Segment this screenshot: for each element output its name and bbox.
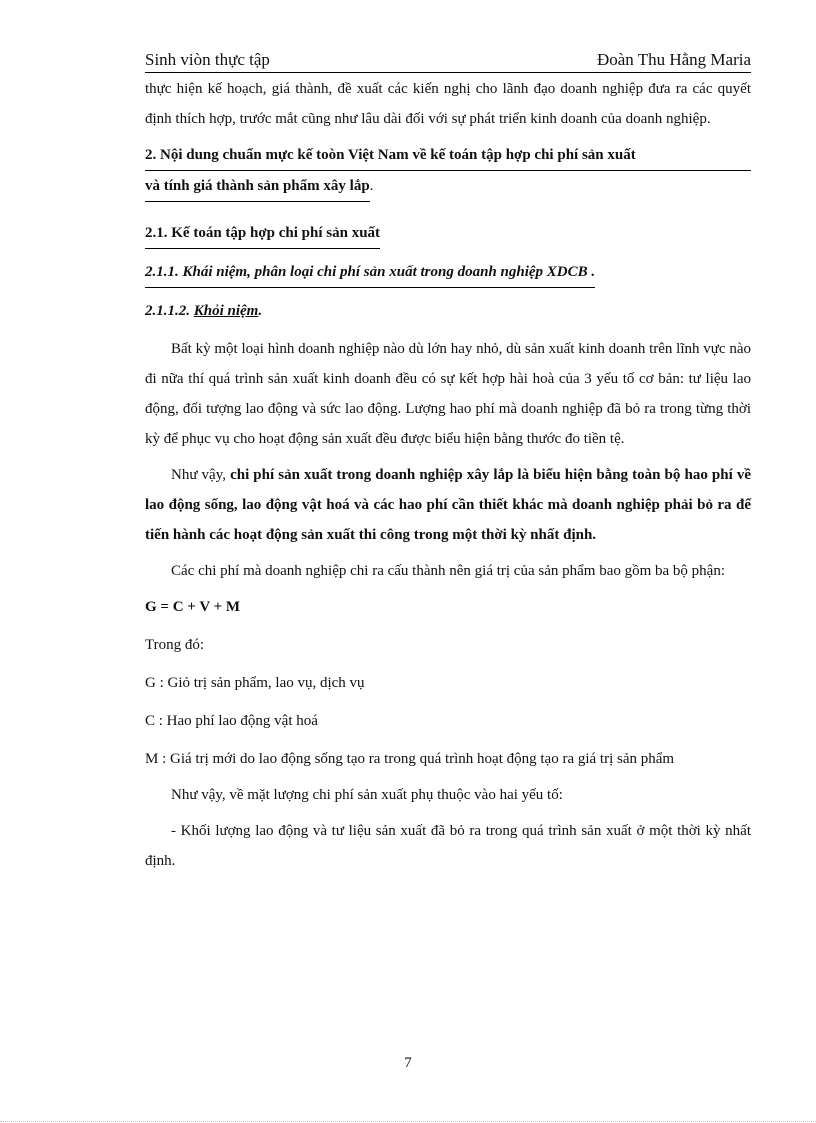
definition-g: G : Giỏ trị sản phẩm, lao vụ, dịch vụ — [145, 675, 365, 691]
section-2-heading-period: . — [369, 178, 374, 194]
paragraph-intro-continuation: thực hiện kế hoạch, giá thành, đề xuất các kiến nghị cho lãnh đạo doanh nghiệp đưa ra các quyết định thích hợp, trước mắt cũng như lâu dài đối với sự phát triển kinh doanh của doanh nghiệp. — [145, 81, 751, 127]
section-2-heading-line2: và tính giá thành sản phẩm xây lắp — [145, 171, 370, 202]
section-2-1-1-heading: 2.1.1. Khái niệm, phân loại chi phí sản xuất trong doanh nghiệp XDCB . — [145, 257, 595, 288]
section-2-1-1-2-period: . — [258, 303, 263, 319]
page-body — [145, 74, 751, 876]
trong-do-label: Trong đó: — [145, 637, 205, 653]
definition-m: M : Giá trị mới do lao động sống tạo ra trong quá trình hoạt động tạo ra giá trị sản phẩm — [145, 751, 675, 767]
header-student-label: Sinh viòn thực tập — [145, 50, 270, 69]
header-author-name: Đoàn Thu Hằng Maria — [596, 50, 751, 69]
section-2-1-heading: 2.1. Kế toán tập hợp chi phí sản xuất — [145, 218, 380, 249]
paragraph-cost-components: Các chi phí mà doanh nghiệp chi ra cấu thành nên giá trị của sản phẩm bao gồm ba bộ phận: — [171, 563, 725, 579]
definition-bold-text: chi phí sản xuất trong doanh nghiệp xây lắp là biểu hiện bằng toàn bộ hao phí về lao động sống, lao động vật hoá và các hao phí cần thiết khác mà doanh nghiệp phải bỏ ra để tiến hành các hoạt động sản xuất thi công trong một thời kỳ nhất định. — [145, 467, 751, 543]
definition-lead: Như vậy, — [171, 467, 231, 483]
section-2-heading-line1: 2. Nội dung chuẩn mực kế toòn Việt Nam về kế toán tập hợp chi phí sản xuất — [145, 140, 751, 171]
page-bottom-divider — [0, 1121, 816, 1122]
formula: G = C + V + M — [145, 599, 241, 615]
paragraph-quantity-factors: Như vậy, về mặt lượng chi phí sản xuất phụ thuộc vào hai yếu tố: — [171, 787, 563, 803]
section-2-heading — [145, 140, 751, 202]
section-2-1-1-2-title: Khỏi niệm — [193, 303, 259, 319]
page-number: 7 — [404, 1055, 412, 1071]
definition-c: C : Hao phí lao động vật hoá — [145, 713, 318, 729]
section-2-1-1-2-number: 2.1.1.2. — [145, 303, 194, 319]
page-header — [145, 48, 751, 73]
paragraph-definition-context: Bất kỳ một loại hình doanh nghiệp nào dù lớn hay nhỏ, dù sản xuất kinh doanh trên lĩnh vực nào đi nữa thí quá trình sản xuất kinh doanh đều có sự kết hợp hài hoà của 3 yếu tố cơ bản: tư liệu lao động, đối tượng lao động và sức lao động. Lượng hao phí mà doanh nghiệp đã bỏ ra trong từng thời kỳ để phục vụ cho hoạt động sản xuất đều được biểu hiện bằng thước đo tiền tệ. — [145, 341, 751, 447]
section-2-1-1-2-heading — [145, 296, 751, 326]
paragraph-definition — [145, 460, 751, 550]
list-item-labor-volume: - Khối lượng lao động và tư liệu sản xuất đã bỏ ra trong quá trình sản xuất ở một thời kỳ nhất định. — [145, 823, 751, 869]
